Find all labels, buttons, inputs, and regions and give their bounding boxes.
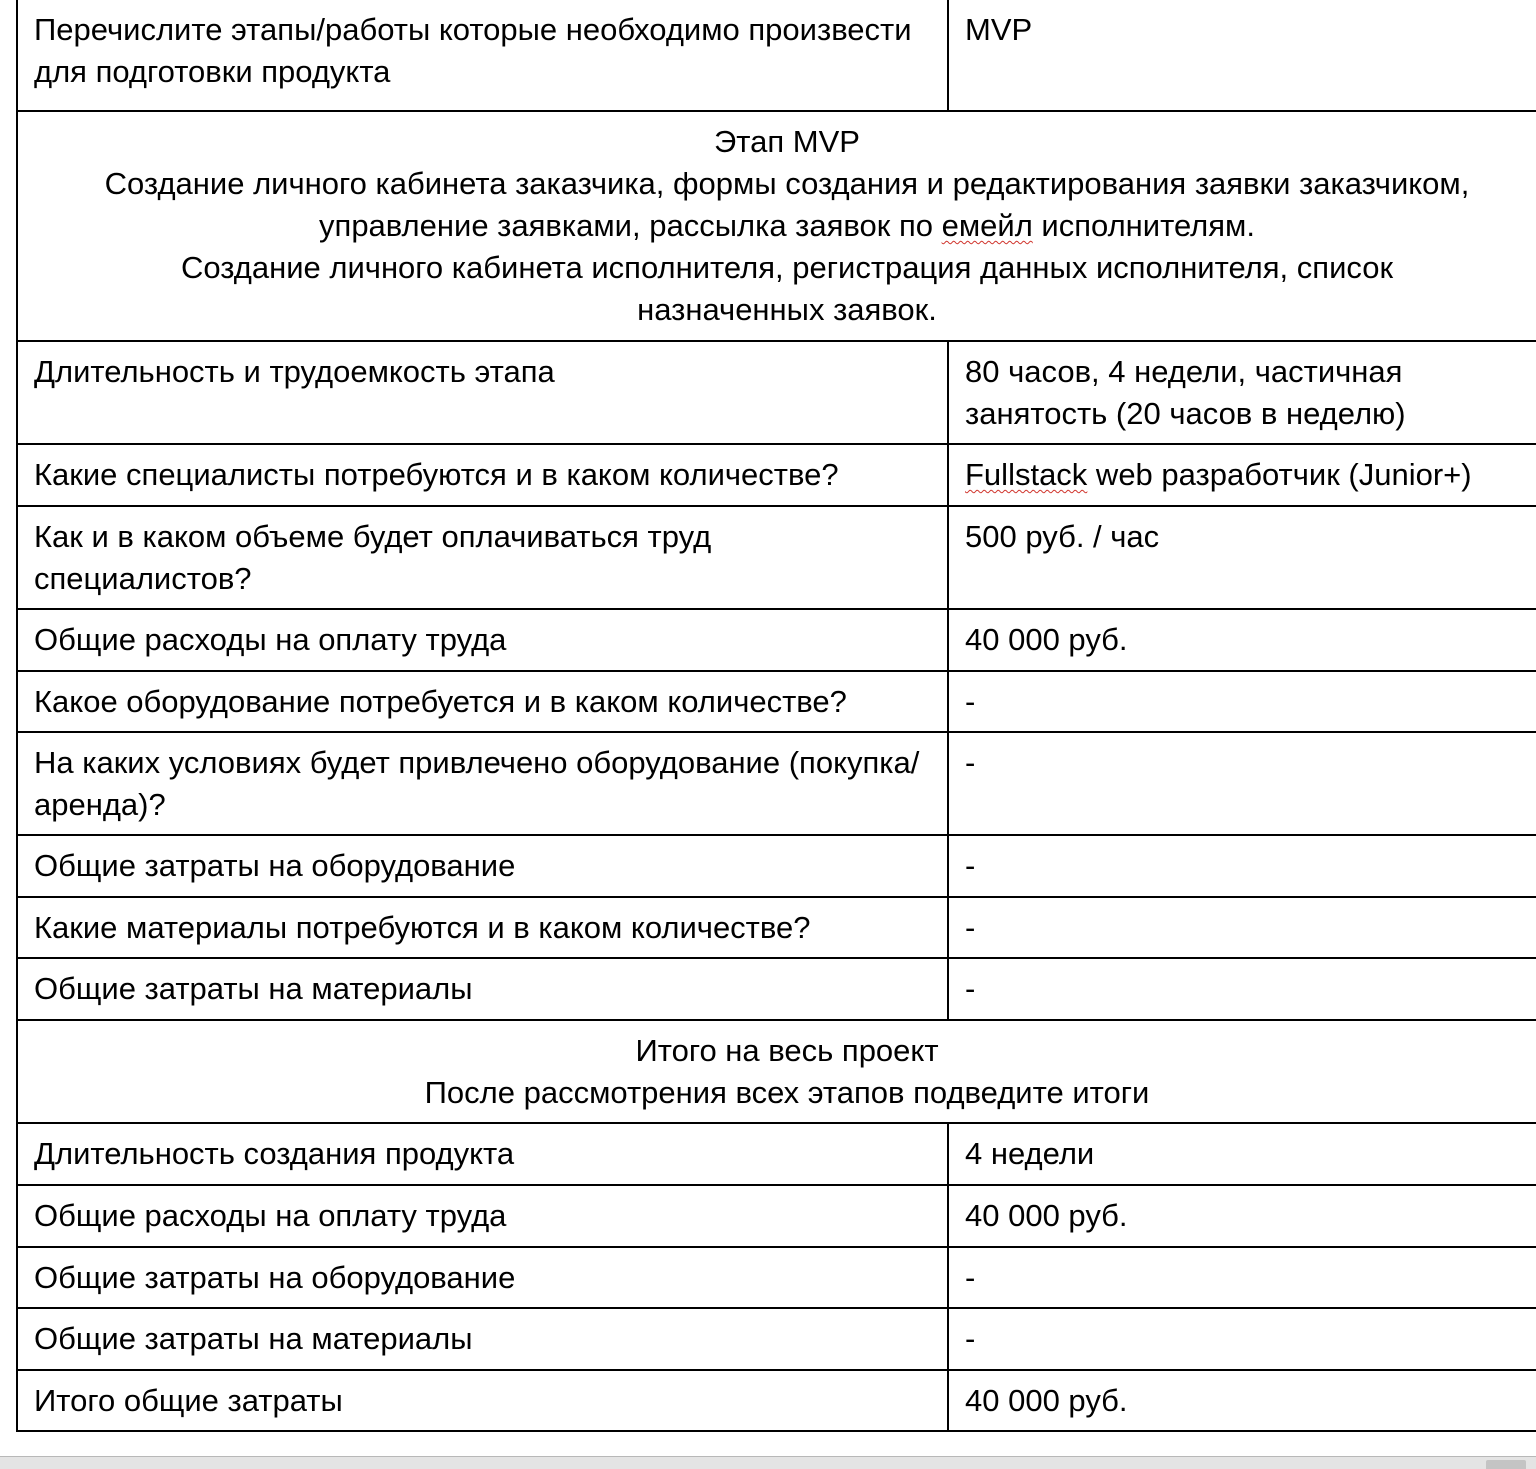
stage-desc-line: управление заявками, рассылка заявок по емейл исполнителям. bbox=[319, 208, 1255, 243]
row-value: 40 000 руб. bbox=[948, 1370, 1536, 1431]
row-label: Длительность создания продукта bbox=[17, 1123, 948, 1185]
table-row bbox=[17, 958, 1536, 1020]
row-label: Общие затраты на материалы bbox=[17, 958, 948, 1020]
table-row bbox=[17, 444, 1536, 506]
table-row bbox=[17, 671, 1536, 732]
table-row bbox=[17, 1185, 1536, 1247]
table-row bbox=[17, 1308, 1536, 1370]
stage-desc-line: Создание личного кабинета исполнителя, регистрация данных исполнителя, список bbox=[180, 250, 1394, 285]
row-label: Как и в каком объеме будет оплачиваться труд специалистов? bbox=[17, 506, 948, 609]
table-row bbox=[17, 341, 1536, 444]
row-value: - bbox=[948, 671, 1536, 732]
stage-desc-line: назначенных заявок. bbox=[637, 292, 937, 327]
row-label: Длительность и трудоемкость этапа bbox=[17, 341, 948, 444]
total-section-row bbox=[17, 1020, 1536, 1123]
table-row bbox=[17, 506, 1536, 609]
row-value: - bbox=[948, 1308, 1536, 1370]
total-heading-cell bbox=[17, 1020, 1536, 1123]
total-subtitle: После рассмотрения всех этапов подведите итоги bbox=[424, 1075, 1150, 1110]
spellcheck-underlined-word[interactable]: Fullstack bbox=[965, 457, 1088, 492]
stage-section-row bbox=[17, 111, 1536, 341]
stage-title: Этап MVP bbox=[714, 124, 860, 159]
row-label: Какие материалы потребуются и в каком количестве? bbox=[17, 897, 948, 958]
table-row bbox=[17, 732, 1536, 835]
row-label: Общие затраты на оборудование bbox=[17, 1247, 948, 1308]
total-title: Итого на весь проект bbox=[635, 1033, 939, 1068]
row-value: - bbox=[948, 835, 1536, 897]
row-label: Общие затраты на материалы bbox=[17, 1308, 948, 1370]
row-value: 4 недели bbox=[948, 1123, 1536, 1185]
table-row bbox=[17, 1247, 1536, 1308]
row-value: - bbox=[948, 897, 1536, 958]
row-value: Fullstack web разработчик (Junior+) bbox=[948, 444, 1536, 506]
row-value: - bbox=[948, 958, 1536, 1020]
table-row bbox=[17, 1370, 1536, 1431]
row-value: - bbox=[948, 1247, 1536, 1308]
row-label: Итого общие затраты bbox=[17, 1370, 948, 1431]
row-value: 40 000 руб. bbox=[948, 1185, 1536, 1247]
stages-answer-cell: MVP bbox=[948, 0, 1536, 111]
table-row bbox=[17, 0, 1536, 111]
row-label: Общие затраты на оборудование bbox=[17, 835, 948, 897]
window-bottom-bar bbox=[0, 1456, 1536, 1469]
table-row bbox=[17, 835, 1536, 897]
project-plan-table bbox=[16, 0, 1536, 1432]
row-label: Общие расходы на оплату труда bbox=[17, 609, 948, 671]
table-row bbox=[17, 609, 1536, 671]
spellcheck-underlined-word[interactable]: емейл bbox=[941, 208, 1033, 243]
stage-description-cell bbox=[17, 111, 1536, 341]
row-label: Общие расходы на оплату труда bbox=[17, 1185, 948, 1247]
row-value: 500 руб. / час bbox=[948, 506, 1536, 609]
table-row bbox=[17, 897, 1536, 958]
row-value: - bbox=[948, 732, 1536, 835]
row-value: 40 000 руб. bbox=[948, 609, 1536, 671]
row-label: Какое оборудование потребуется и в каком количестве? bbox=[17, 671, 948, 732]
stages-question-cell: Перечислите этапы/работы которые необходимо произвести для подготовки продукта bbox=[17, 0, 948, 111]
row-label: Какие специалисты потребуются и в каком количестве? bbox=[17, 444, 948, 506]
row-value: 80 часов, 4 недели, частичная занятость (20 часов в неделю) bbox=[948, 341, 1536, 444]
table-row bbox=[17, 1123, 1536, 1185]
row-label: На каких условиях будет привлечено оборудование (покупка/аренда)? bbox=[17, 732, 948, 835]
stage-desc-line: Создание личного кабинета заказчика, формы создания и редактирования заявки заказчиком, bbox=[104, 166, 1470, 201]
